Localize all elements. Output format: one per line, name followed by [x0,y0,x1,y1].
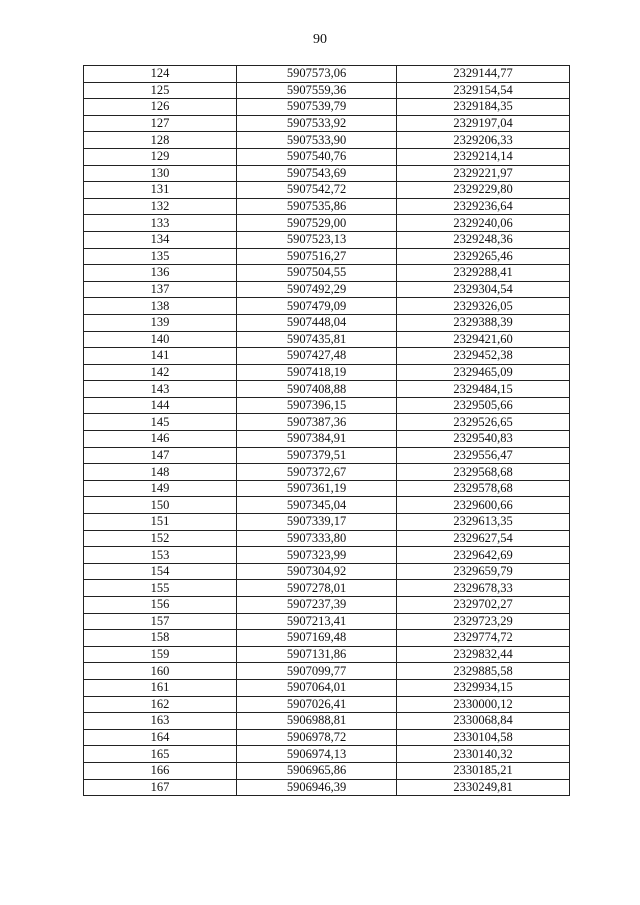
table-row [84,248,570,265]
y-coordinate-cell: 2329465,09 [397,364,570,381]
x-coordinate-cell: 5907492,29 [237,281,397,298]
x-coordinate-cell: 5907504,55 [237,265,397,282]
point-number-cell: 132 [84,198,237,215]
y-coordinate-cell: 2329659,79 [397,563,570,580]
table-row [84,331,570,348]
table-row [84,99,570,116]
x-coordinate-cell: 5907131,86 [237,646,397,663]
table-row [84,314,570,331]
table-row [84,431,570,448]
table-row [84,231,570,248]
table-row [84,397,570,414]
table-row [84,530,570,547]
point-number-cell: 157 [84,613,237,630]
point-number-cell: 134 [84,231,237,248]
y-coordinate-cell: 2329642,69 [397,547,570,564]
x-coordinate-cell: 5906988,81 [237,713,397,730]
x-coordinate-cell: 5906946,39 [237,779,397,796]
table-row [84,115,570,132]
page-number: 90 [313,32,327,47]
point-number-cell: 128 [84,132,237,149]
point-number-cell: 141 [84,348,237,365]
point-number-cell: 167 [84,779,237,796]
x-coordinate-cell: 5907540,76 [237,148,397,165]
table-row [84,746,570,763]
y-coordinate-cell: 2329240,06 [397,215,570,232]
point-number-cell: 155 [84,580,237,597]
point-number-cell: 156 [84,597,237,614]
x-coordinate-cell: 5907064,01 [237,679,397,696]
table-row [84,364,570,381]
y-coordinate-cell: 2329556,47 [397,447,570,464]
point-number-cell: 143 [84,381,237,398]
x-coordinate-cell: 5907026,41 [237,696,397,713]
y-coordinate-cell: 2329248,36 [397,231,570,248]
point-number-cell: 154 [84,563,237,580]
x-coordinate-cell: 5907573,06 [237,66,397,83]
point-number-cell: 135 [84,248,237,265]
point-number-cell: 160 [84,663,237,680]
x-coordinate-cell: 5907408,88 [237,381,397,398]
x-coordinate-cell: 5907418,19 [237,364,397,381]
table-row [84,148,570,165]
point-number-cell: 142 [84,364,237,381]
x-coordinate-cell: 5906974,13 [237,746,397,763]
y-coordinate-cell: 2329214,14 [397,148,570,165]
x-coordinate-cell: 5907278,01 [237,580,397,597]
table-row [84,132,570,149]
y-coordinate-cell: 2329304,54 [397,281,570,298]
x-coordinate-cell: 5907427,48 [237,348,397,365]
point-number-cell: 149 [84,480,237,497]
y-coordinate-cell: 2329388,39 [397,314,570,331]
point-number-cell: 161 [84,679,237,696]
y-coordinate-cell: 2330000,12 [397,696,570,713]
y-coordinate-cell: 2329774,72 [397,630,570,647]
table-row [84,679,570,696]
point-number-cell: 165 [84,746,237,763]
point-number-cell: 125 [84,82,237,99]
x-coordinate-cell: 5907169,48 [237,630,397,647]
table-row [84,514,570,531]
point-number-cell: 140 [84,331,237,348]
x-coordinate-cell: 5907345,04 [237,497,397,514]
point-number-cell: 146 [84,431,237,448]
table-row [84,613,570,630]
point-number-cell: 138 [84,298,237,315]
x-coordinate-cell: 5907099,77 [237,663,397,680]
table-row [84,547,570,564]
x-coordinate-cell: 5907333,80 [237,530,397,547]
x-coordinate-cell: 5907539,79 [237,99,397,116]
table-row [84,696,570,713]
x-coordinate-cell: 5907237,39 [237,597,397,614]
point-number-cell: 137 [84,281,237,298]
x-coordinate-cell: 5907435,81 [237,331,397,348]
table-row [84,597,570,614]
table-row [84,497,570,514]
y-coordinate-cell: 2329526,65 [397,414,570,431]
point-number-cell: 158 [84,630,237,647]
table-row [84,779,570,796]
y-coordinate-cell: 2329678,33 [397,580,570,597]
y-coordinate-cell: 2329184,35 [397,99,570,116]
point-number-cell: 133 [84,215,237,232]
point-number-cell: 164 [84,729,237,746]
y-coordinate-cell: 2329702,27 [397,597,570,614]
x-coordinate-cell: 5907533,92 [237,115,397,132]
x-coordinate-cell: 5907535,86 [237,198,397,215]
table-row [84,580,570,597]
y-coordinate-cell: 2330185,21 [397,762,570,779]
x-coordinate-cell: 5907516,27 [237,248,397,265]
point-number-cell: 130 [84,165,237,182]
x-coordinate-cell: 5907543,69 [237,165,397,182]
x-coordinate-cell: 5907396,15 [237,397,397,414]
table-row [84,198,570,215]
point-number-cell: 139 [84,314,237,331]
y-coordinate-cell: 2329154,54 [397,82,570,99]
x-coordinate-cell: 5907384,91 [237,431,397,448]
point-number-cell: 151 [84,514,237,531]
y-coordinate-cell: 2329832,44 [397,646,570,663]
y-coordinate-cell: 2330140,32 [397,746,570,763]
y-coordinate-cell: 2329197,04 [397,115,570,132]
table-row [84,182,570,199]
point-number-cell: 153 [84,547,237,564]
y-coordinate-cell: 2329600,66 [397,497,570,514]
x-coordinate-cell: 5907304,92 [237,563,397,580]
y-coordinate-cell: 2329421,60 [397,331,570,348]
y-coordinate-cell: 2329627,54 [397,530,570,547]
x-coordinate-cell: 5907361,19 [237,480,397,497]
y-coordinate-cell: 2330104,58 [397,729,570,746]
table-row [84,348,570,365]
point-number-cell: 126 [84,99,237,116]
y-coordinate-cell: 2329206,33 [397,132,570,149]
point-number-cell: 163 [84,713,237,730]
x-coordinate-cell: 5907339,17 [237,514,397,531]
y-coordinate-cell: 2329484,15 [397,381,570,398]
point-number-cell: 129 [84,148,237,165]
table-row [84,729,570,746]
y-coordinate-cell: 2329540,83 [397,431,570,448]
table-row [84,464,570,481]
point-number-cell: 148 [84,464,237,481]
table-row [84,381,570,398]
x-coordinate-cell: 5906978,72 [237,729,397,746]
x-coordinate-cell: 5907529,00 [237,215,397,232]
table-row [84,265,570,282]
table-row [84,713,570,730]
point-number-cell: 136 [84,265,237,282]
table-row [84,165,570,182]
table-row [84,414,570,431]
coordinates-table-body [84,66,570,796]
x-coordinate-cell: 5907213,41 [237,613,397,630]
point-number-cell: 127 [84,115,237,132]
point-number-cell: 162 [84,696,237,713]
point-number-cell: 166 [84,762,237,779]
table-row [84,663,570,680]
point-number-cell: 152 [84,530,237,547]
y-coordinate-cell: 2329613,35 [397,514,570,531]
y-coordinate-cell: 2329505,66 [397,397,570,414]
point-number-cell: 131 [84,182,237,199]
table-row [84,66,570,83]
table-row [84,563,570,580]
x-coordinate-cell: 5907479,09 [237,298,397,315]
y-coordinate-cell: 2329288,41 [397,265,570,282]
y-coordinate-cell: 2329265,46 [397,248,570,265]
y-coordinate-cell: 2330249,81 [397,779,570,796]
x-coordinate-cell: 5907387,36 [237,414,397,431]
table-row [84,646,570,663]
point-number-cell: 144 [84,397,237,414]
y-coordinate-cell: 2330068,84 [397,713,570,730]
coordinates-table [83,65,570,796]
y-coordinate-cell: 2329144,77 [397,66,570,83]
table-row [84,480,570,497]
x-coordinate-cell: 5907542,72 [237,182,397,199]
x-coordinate-cell: 5907372,67 [237,464,397,481]
x-coordinate-cell: 5907379,51 [237,447,397,464]
y-coordinate-cell: 2329221,97 [397,165,570,182]
point-number-cell: 147 [84,447,237,464]
point-number-cell: 159 [84,646,237,663]
y-coordinate-cell: 2329326,05 [397,298,570,315]
table-row [84,762,570,779]
table-row [84,630,570,647]
point-number-cell: 124 [84,66,237,83]
y-coordinate-cell: 2329568,68 [397,464,570,481]
table-row [84,281,570,298]
point-number-cell: 150 [84,497,237,514]
table-row [84,82,570,99]
table-row [84,298,570,315]
x-coordinate-cell: 5907533,90 [237,132,397,149]
y-coordinate-cell: 2329578,68 [397,480,570,497]
x-coordinate-cell: 5906965,86 [237,762,397,779]
table-row [84,215,570,232]
x-coordinate-cell: 5907559,36 [237,82,397,99]
table-row [84,447,570,464]
y-coordinate-cell: 2329452,38 [397,348,570,365]
y-coordinate-cell: 2329236,64 [397,198,570,215]
point-number-cell: 145 [84,414,237,431]
y-coordinate-cell: 2329229,80 [397,182,570,199]
y-coordinate-cell: 2329934,15 [397,679,570,696]
y-coordinate-cell: 2329885,58 [397,663,570,680]
x-coordinate-cell: 5907523,13 [237,231,397,248]
y-coordinate-cell: 2329723,29 [397,613,570,630]
x-coordinate-cell: 5907323,99 [237,547,397,564]
x-coordinate-cell: 5907448,04 [237,314,397,331]
